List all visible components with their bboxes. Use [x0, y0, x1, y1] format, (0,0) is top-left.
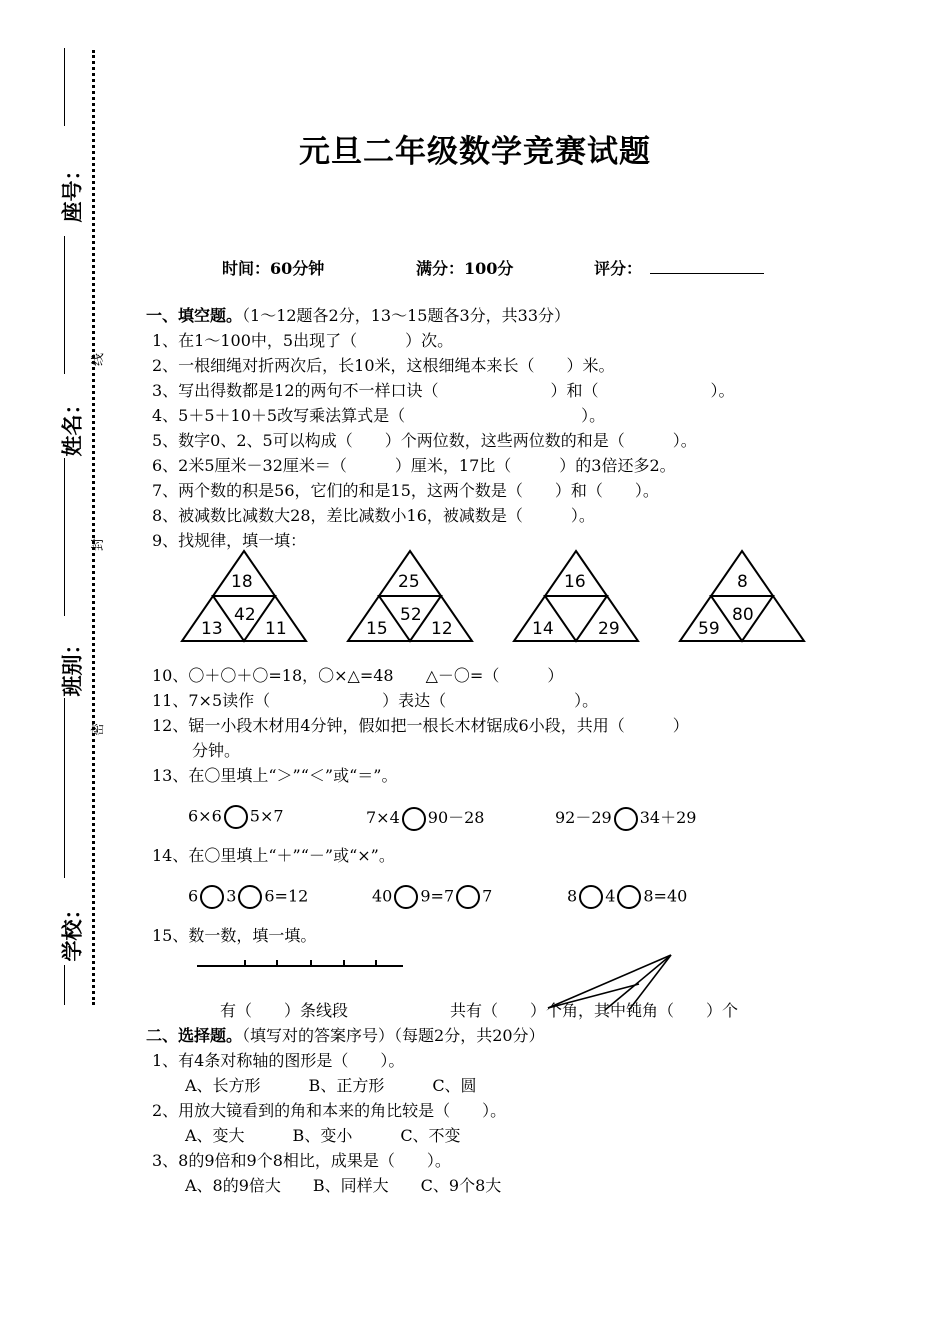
- school-line-top: [64, 698, 65, 878]
- q13-right-2: 90－28: [427, 808, 485, 827]
- compare-circle-1[interactable]: [224, 805, 248, 829]
- q14-b-2: 9=7: [420, 886, 455, 906]
- tri2-mid: 52: [400, 605, 422, 625]
- tri2-top: 25: [398, 572, 420, 592]
- operator-circle-2a[interactable]: [394, 885, 418, 909]
- q13-expr-3: [555, 805, 696, 831]
- q13-left-3: 92－29: [555, 808, 612, 827]
- q14-c-2: 7: [482, 886, 493, 906]
- q13-expr-2: [366, 805, 485, 831]
- question-3: 3、写出得数都是12的两句不一样口诀（ ）和（ ）。: [152, 381, 735, 400]
- tri1-left: 13: [201, 619, 223, 639]
- name-label: 姓名：: [60, 393, 85, 457]
- question-13: 13、在〇里填上“＞”“＜”或“＝”。: [152, 766, 398, 785]
- q13-expr-1: [188, 805, 284, 829]
- tri3-right: 29: [598, 619, 620, 639]
- choice-options-2: A、变大 B、变小 C、不变: [185, 1126, 461, 1145]
- section1-note: （1～12题各2分，13～15题各3分，共33分）: [242, 306, 570, 325]
- choice-question-3: 3、8的9倍和9个8相比，成果是（ ）。: [152, 1151, 451, 1170]
- angle-figure: [545, 952, 677, 1012]
- q13-left-1: 6×6: [188, 806, 222, 826]
- question-15: 15、数一数，填一填。: [152, 926, 317, 945]
- question-8: 8、被减数比减数大28，差比减数小16，被减数是（ ）。: [152, 506, 595, 525]
- tri3-top: 16: [564, 572, 586, 592]
- q14-expr-1: [188, 885, 308, 909]
- tri1-top: 18: [231, 572, 253, 592]
- segment-figure: [195, 958, 405, 972]
- section1-heading: 一、填空题。: [146, 306, 243, 325]
- q14-expr-2: [372, 885, 492, 909]
- dotted-cut-line: [92, 50, 95, 1005]
- choice-question-2: 2、用放大镜看到的角和本来的角比较是（ ）。: [152, 1101, 507, 1120]
- seat-line: [64, 48, 65, 126]
- mark-mi: 密: [91, 722, 107, 737]
- question-1: 1、在1～100中，5出现了（ ）次。: [152, 331, 454, 350]
- question-6: 6、2米5厘米－32厘米＝（ ）厘米，17比（ ）的3倍还多2。: [152, 456, 676, 475]
- question-4: 4、5＋5＋10＋5改写乘法算式是（ ）。: [152, 406, 606, 425]
- seat-label: 座号：: [60, 159, 85, 223]
- question-10: 10、〇＋〇＋〇=18，〇×△=48 △－〇=（ ）: [152, 666, 564, 685]
- q15-angles-prompt: 共有（ ）个角，其中钝角（ ）个: [450, 1001, 739, 1020]
- tri4-mid: 80: [732, 605, 754, 625]
- tri2-right: 12: [431, 619, 453, 639]
- tri3-left: 14: [532, 619, 554, 639]
- class-line-top: [64, 458, 65, 616]
- question-14: 14、在〇里填上“＋”“－”或“×”。: [152, 846, 395, 865]
- section1-header: [146, 305, 570, 327]
- tri4-left: 59: [698, 619, 720, 639]
- tri4-top: 8: [737, 572, 748, 592]
- choice-options-3: A、8的9倍大 B、同样大 C、9个8大: [185, 1176, 502, 1195]
- operator-circle-2b[interactable]: [456, 885, 480, 909]
- q15-segments-prompt: 有（ ）条线段: [220, 1001, 349, 1020]
- tri2-left: 15: [366, 619, 388, 639]
- q14-a-2: 40: [372, 886, 393, 906]
- mark-xian: 线: [91, 352, 107, 367]
- question-12: 12、锯一小段木材用4分钟，假如把一根长木材锯成6小段，共用（ ）: [152, 716, 689, 735]
- q14-a-1: 6: [188, 886, 199, 906]
- q13-right-1: 5×7: [249, 806, 284, 826]
- score-label: 评分：: [594, 259, 643, 278]
- question-12-cont: 分钟。: [192, 741, 241, 760]
- section2-header: [146, 1025, 545, 1047]
- mark-feng: 封: [91, 537, 107, 552]
- tri1-mid: 42: [234, 605, 256, 625]
- time-info: 时间：60分钟: [222, 259, 325, 278]
- q13-right-3: 34＋29: [639, 808, 697, 827]
- question-9: 9、找规律，填一填：: [152, 531, 307, 550]
- full-score-info: 满分：100分: [416, 259, 514, 278]
- question-11: 11、7×5读作（ ）表达（ ）。: [152, 691, 599, 710]
- school-label: 学校：: [60, 898, 85, 962]
- q14-expr-3: [567, 885, 687, 909]
- compare-circle-3[interactable]: [614, 807, 638, 831]
- school-line-bottom: [64, 965, 65, 1005]
- choice-question-1: 1、有4条对称轴的图形是（ ）。: [152, 1051, 405, 1070]
- score-blank: [650, 273, 764, 274]
- q14-b-1: 3: [226, 886, 237, 906]
- q14-c-3: 8=40: [643, 886, 688, 906]
- question-5: 5、数字0、2、5可以构成（ ）个两位数，这些两位数的和是（ ）。: [152, 431, 697, 450]
- q14-b-3: 4: [605, 886, 616, 906]
- operator-circle-1b[interactable]: [238, 885, 262, 909]
- operator-circle-3b[interactable]: [617, 885, 641, 909]
- compare-circle-2[interactable]: [402, 807, 426, 831]
- question-2: 2、一根细绳对折两次后，长10米，这根细绳本来长（ ）米。: [152, 356, 615, 375]
- tri1-right: 11: [265, 619, 287, 639]
- name-line-top: [64, 236, 65, 374]
- q14-c-1: 6=12: [264, 886, 309, 906]
- operator-circle-1a[interactable]: [200, 885, 224, 909]
- choice-options-1: A、长方形 B、正方形 C、圆: [185, 1076, 477, 1095]
- section2-heading: 二、选择题。: [146, 1026, 243, 1045]
- q14-a-3: 8: [567, 886, 578, 906]
- question-7: 7、两个数的积是56，它们的和是15，这两个数是（ ）和（ ）。: [152, 481, 659, 500]
- page-title: 元旦二年级数学竞赛试题: [299, 134, 651, 170]
- class-label: 班别：: [60, 633, 85, 697]
- section2-note: （填写对的答案序号）（每题2分，共20分）: [242, 1026, 545, 1045]
- q13-left-2: 7×4: [366, 808, 400, 827]
- operator-circle-3a[interactable]: [579, 885, 603, 909]
